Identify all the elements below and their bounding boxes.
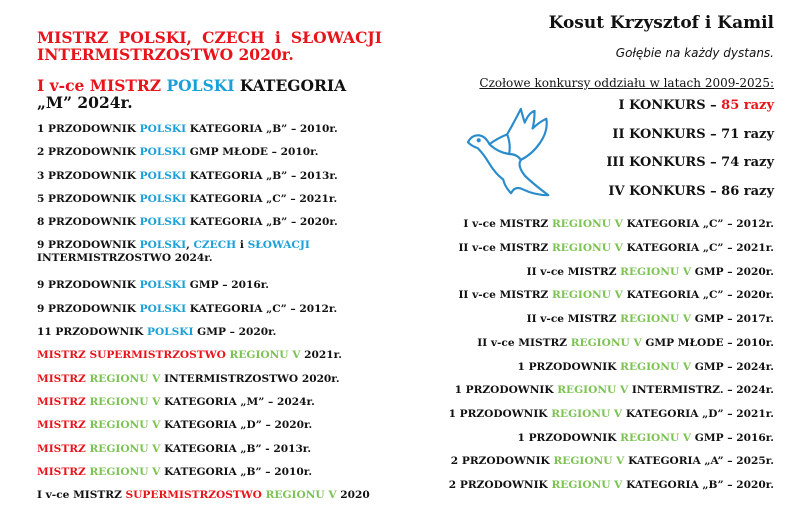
text-segment: KATEGORIA „D” – 2020r. <box>160 419 313 432</box>
text-segment: REGIONU V <box>89 395 161 408</box>
text-segment: GMP MŁODE – 2010r. <box>641 336 774 349</box>
section-heading: Czołowe konkursy oddziału w latach 2009-2025: <box>479 76 774 90</box>
text-segment: REGIONU V <box>557 384 629 397</box>
text-segment: II v-ce MISTRZ <box>458 242 552 255</box>
text-segment: REGIONU V <box>89 465 161 478</box>
text-segment: KATEGORIA „C” – 2020r. <box>622 289 774 302</box>
text-segment: I v-ce MISTRZ <box>463 218 552 231</box>
text-segment: INTERMISTRZOSTWO 2020r. <box>160 372 340 385</box>
text-segment: II v-ce MISTRZ <box>477 336 571 349</box>
text-segment: MISTRZ <box>37 372 90 385</box>
list-item <box>414 408 774 432</box>
text-segment: 9 PRZODOWNIK <box>37 302 140 315</box>
text-segment: SŁOWACJI <box>247 239 310 252</box>
text-segment: REGIONU V <box>89 372 161 385</box>
list-item <box>414 479 774 503</box>
text-segment: 11 PRZODOWNIK <box>37 326 148 339</box>
text-segment: 2 PRZODOWNIK <box>37 146 140 159</box>
text-segment: GMP MŁODE – 2010r. <box>186 146 319 159</box>
headline-vice-champion-poland <box>37 77 382 111</box>
list-item <box>37 326 382 349</box>
list-item <box>414 313 774 337</box>
text-segment: KATEGORIA „B” – 2020r. <box>622 478 774 491</box>
text-segment: POLSKI <box>139 216 187 229</box>
list-item <box>414 361 774 385</box>
list-item <box>414 384 774 408</box>
text-segment: KATEGORIA „M” – 2024r. <box>160 395 315 408</box>
text-segment: REGIONU V <box>553 455 625 468</box>
text-segment: REGIONU V <box>89 419 161 432</box>
list-item <box>37 396 382 419</box>
text-segment: II v-ce MISTRZ <box>526 265 621 278</box>
text-segment: 1 PRZODOWNIK <box>517 360 621 373</box>
text-segment: REGIONU V <box>620 265 692 278</box>
text-segment: POLSKI <box>139 146 187 159</box>
text-segment: POLSKI <box>139 302 187 315</box>
text-segment: MISTRZ POLSKI, CZECH i SŁOWACJI INTERMISTRZOSTWO 2020r. <box>37 28 382 64</box>
text-segment: INTERMISTRZ. – 2024r. <box>628 384 774 397</box>
konkurs-counts <box>414 98 774 212</box>
tagline: Gołębie na każdy dystans. <box>615 46 774 60</box>
text-segment: REGIONU V <box>551 407 623 420</box>
list-item <box>37 279 382 302</box>
text-segment: REGIONU V <box>620 431 692 444</box>
text-segment: GMP – 2016r. <box>691 431 774 444</box>
text-segment: 9 PRZODOWNIK <box>37 239 140 252</box>
text-segment: I v-ce MISTRZ <box>37 489 126 502</box>
text-segment: INTERMISTRZOSTWO 2024r. <box>37 252 213 265</box>
list-item <box>37 349 382 372</box>
text-segment: KATEGORIA „B” – 2010r. <box>160 465 313 478</box>
text-segment: KATEGORIA „B” – 2010r. <box>186 123 338 135</box>
text-segment: I KONKURS – <box>618 98 722 113</box>
list-item <box>37 193 382 216</box>
list-item <box>37 216 382 239</box>
list-item <box>37 489 382 512</box>
text-segment: GMP – 2020r. <box>691 265 774 278</box>
text-segment: 1 PRZODOWNIK <box>454 384 558 397</box>
text-segment: 8 PRZODOWNIK <box>37 216 140 229</box>
text-segment: II v-ce MISTRZ <box>458 289 552 302</box>
text-segment: GMP – 2016r. <box>186 279 269 292</box>
konkurs-count <box>414 184 774 213</box>
text-segment: REGIONU V <box>229 349 301 362</box>
text-segment: KATEGORIA „C” – 2012r. <box>186 302 338 315</box>
konkurs-count <box>414 155 774 184</box>
text-segment: KATEGORIA „C” – 2021r. <box>622 242 774 255</box>
list-item <box>37 303 382 326</box>
achievements-list-region <box>414 218 774 502</box>
text-segment: 2020 <box>336 489 370 502</box>
text-segment: REGIONU V <box>620 360 692 373</box>
headline-champion-intermistrzostwo <box>37 29 382 63</box>
text-segment: KATEGORIA „C” – 2021r. <box>186 192 338 205</box>
text-segment: II KONKURS – 71 razy <box>612 126 774 142</box>
text-segment: KATEGORIA „A” – 2025r. <box>624 455 774 468</box>
text-segment: 85 razy <box>721 98 774 113</box>
text-segment: REGIONU V <box>551 478 623 491</box>
text-segment: MISTRZ <box>37 395 90 408</box>
right-column <box>414 12 774 503</box>
text-segment: 2021r. <box>300 349 342 362</box>
text-segment: KATEGORIA „B” - 2013r. <box>160 442 312 455</box>
text-segment: REGIONU V <box>620 313 692 326</box>
text-segment: 2 PRZODOWNIK <box>448 478 552 491</box>
list-item <box>414 455 774 479</box>
list-item <box>37 239 382 279</box>
list-item <box>414 218 774 242</box>
left-column <box>37 29 382 512</box>
text-segment: MISTRZ <box>37 465 90 478</box>
text-segment: GMP – 2024r. <box>691 360 774 373</box>
headline-text <box>37 29 382 63</box>
text-segment: KATEGORIA „M” 2024r. <box>37 76 347 112</box>
text-segment: POLSKI <box>166 76 235 95</box>
text-segment: REGIONU V <box>265 489 337 502</box>
text-segment: , <box>186 239 194 252</box>
text-segment: III KONKURS – 74 razy <box>606 155 774 171</box>
list-item <box>37 123 382 146</box>
list-item <box>37 170 382 193</box>
text-segment: MISTRZ SUPERMISTRZOSTWO <box>37 349 230 362</box>
text-segment: 5 PRZODOWNIK <box>37 192 140 205</box>
list-item <box>414 432 774 456</box>
text-segment: 1 PRZODOWNIK <box>448 407 552 420</box>
list-item <box>37 419 382 442</box>
text-segment: i <box>236 239 248 252</box>
text-segment: REGIONU V <box>89 442 161 455</box>
text-segment: POLSKI <box>139 192 187 205</box>
text-segment: 1 PRZODOWNIK <box>37 123 140 135</box>
list-item <box>414 337 774 361</box>
text-segment: 1 PRZODOWNIK <box>517 431 621 444</box>
text-segment: REGIONU V <box>551 218 623 231</box>
text-segment: POLSKI <box>139 123 187 135</box>
text-segment: REGIONU V <box>551 289 623 302</box>
list-item <box>37 443 382 466</box>
breeder-name: Kosut Krzysztof i Kamil <box>548 13 774 33</box>
text-segment: POLSKI <box>147 326 194 339</box>
list-item <box>37 373 382 396</box>
text-segment: CZECH <box>193 239 237 252</box>
text-segment: MISTRZ <box>37 442 90 455</box>
text-segment: SUPERMISTRZOSTWO <box>125 489 266 502</box>
text-segment: 2 PRZODOWNIK <box>450 455 554 468</box>
text-segment: II v-ce MISTRZ <box>526 313 621 326</box>
text-segment: REGIONU V <box>551 242 623 255</box>
text-segment: POLSKI <box>139 169 187 182</box>
list-item <box>37 146 382 169</box>
text-segment: MISTRZ <box>37 419 90 432</box>
text-segment: POLSKI <box>139 239 187 252</box>
text-segment: KATEGORIA „D” – 2021r. <box>622 407 774 420</box>
konkurs-count <box>414 127 774 156</box>
text-segment: GMP – 2020r. <box>193 326 277 339</box>
konkurs-count <box>414 98 774 127</box>
text-segment: GMP – 2017r. <box>691 313 774 326</box>
text-segment: REGIONU V <box>570 336 642 349</box>
text-segment: KATEGORIA „B” – 2013r. <box>186 169 338 182</box>
text-segment: 3 PRZODOWNIK <box>37 169 140 182</box>
headline-text <box>37 77 382 111</box>
text-segment: 9 PRZODOWNIK <box>37 279 140 292</box>
text-segment: POLSKI <box>139 279 187 292</box>
text-segment: IV KONKURS – 86 razy <box>608 183 774 199</box>
list-item <box>414 242 774 266</box>
achievements-list-poland-region <box>37 123 382 512</box>
text-segment: I v-ce MISTRZ <box>37 76 167 95</box>
list-item <box>37 466 382 489</box>
list-item <box>414 289 774 313</box>
text-segment: KATEGORIA „C” – 2012r. <box>622 218 774 231</box>
text-segment: KATEGORIA „B” – 2020r. <box>186 216 338 229</box>
list-item <box>414 266 774 290</box>
